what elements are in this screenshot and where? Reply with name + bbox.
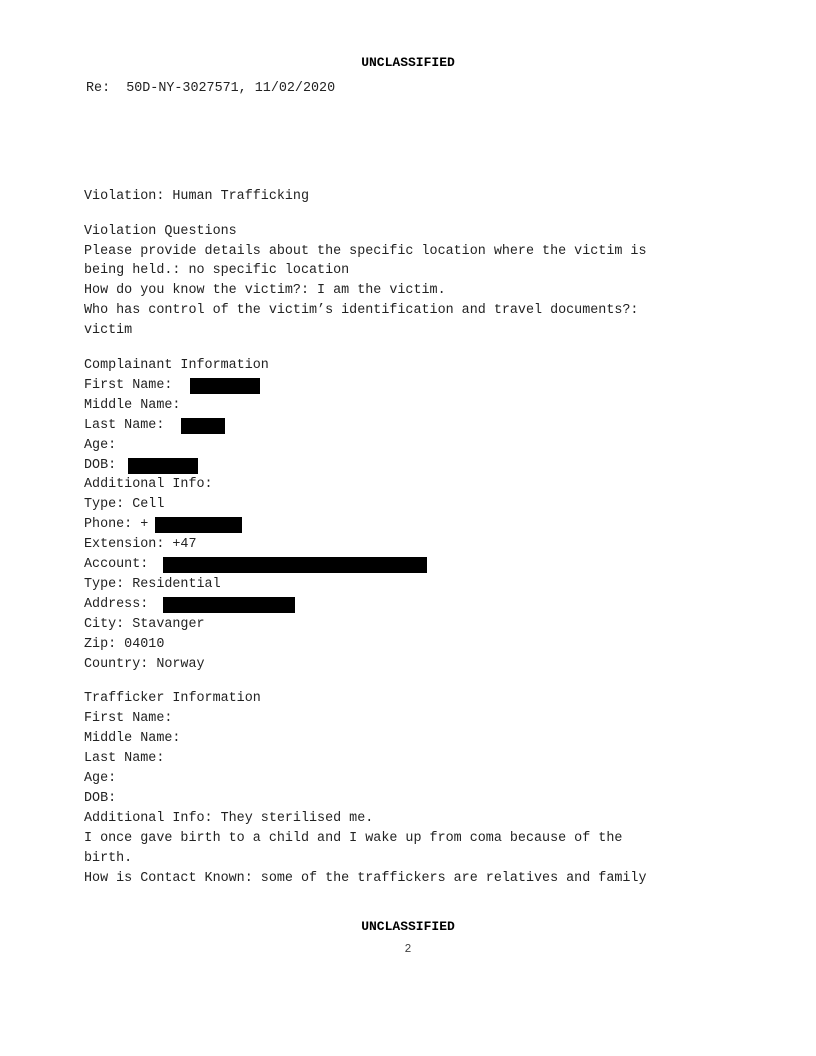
trafficker-dob: DOB: xyxy=(84,791,117,806)
reference-line xyxy=(86,80,335,98)
complainant-address: Address: xyxy=(84,597,149,612)
complainant-zip: Zip: 04010 xyxy=(84,637,165,652)
question-location-line2: being held.: no specific location xyxy=(84,263,350,278)
complainant-account: Account: xyxy=(84,557,149,572)
page-number: 2 xyxy=(404,943,412,956)
footer-classification: UNCLASSIFIED xyxy=(361,919,455,934)
redaction-address xyxy=(163,597,295,613)
complainant-type-residential: Type: Residential xyxy=(84,577,221,592)
redaction-dob xyxy=(128,458,198,474)
trafficker-additional-info: Additional Info: They sterilised me. xyxy=(84,811,374,826)
complainant-phone: Phone: + xyxy=(84,517,149,532)
complainant-heading: Complainant Information xyxy=(84,358,269,373)
trafficker-first-name: First Name: xyxy=(84,711,173,726)
header-classification: UNCLASSIFIED xyxy=(361,55,455,70)
complainant-additional-info: Additional Info: xyxy=(84,477,213,492)
trafficker-heading: Trafficker Information xyxy=(84,691,261,706)
reference-label: Re: xyxy=(86,81,111,96)
complainant-last-name: Last Name: xyxy=(84,418,165,433)
redaction-phone xyxy=(155,517,242,533)
violation-type: Violation: Human Trafficking xyxy=(84,189,309,204)
complainant-type-cell: Type: Cell xyxy=(84,497,165,512)
trafficker-age: Age: xyxy=(84,771,117,786)
complainant-first-name: First Name: xyxy=(84,378,173,393)
trafficker-note-line2: birth. xyxy=(84,851,133,866)
complainant-dob: DOB: xyxy=(84,458,117,473)
violation-questions-heading: Violation Questions xyxy=(84,224,237,239)
complainant-country: Country: Norway xyxy=(84,657,205,672)
complainant-city: City: Stavanger xyxy=(84,617,205,632)
redaction-last-name xyxy=(181,418,225,434)
complainant-age: Age: xyxy=(84,438,117,453)
trafficker-contact-known: How is Contact Known: some of the traffickers are relatives and family xyxy=(84,871,647,886)
trafficker-note-line1: I once gave birth to a child and I wake up from coma because of the xyxy=(84,831,623,846)
redaction-first-name xyxy=(190,378,260,394)
reference-value: 50D-NY-3027571, 11/02/2020 xyxy=(126,81,336,96)
complainant-extension: Extension: +47 xyxy=(84,537,197,552)
redaction-account xyxy=(163,557,427,573)
question-location-line1: Please provide details about the specific location where the victim is xyxy=(84,244,647,259)
question-documents-line2: victim xyxy=(84,323,133,338)
trafficker-last-name: Last Name: xyxy=(84,751,165,766)
complainant-middle-name: Middle Name: xyxy=(84,398,181,413)
question-documents-line1: Who has control of the victim’s identification and travel documents?: xyxy=(84,303,639,318)
trafficker-middle-name: Middle Name: xyxy=(84,731,181,746)
question-know-victim: How do you know the victim?: I am the victim. xyxy=(84,283,446,298)
